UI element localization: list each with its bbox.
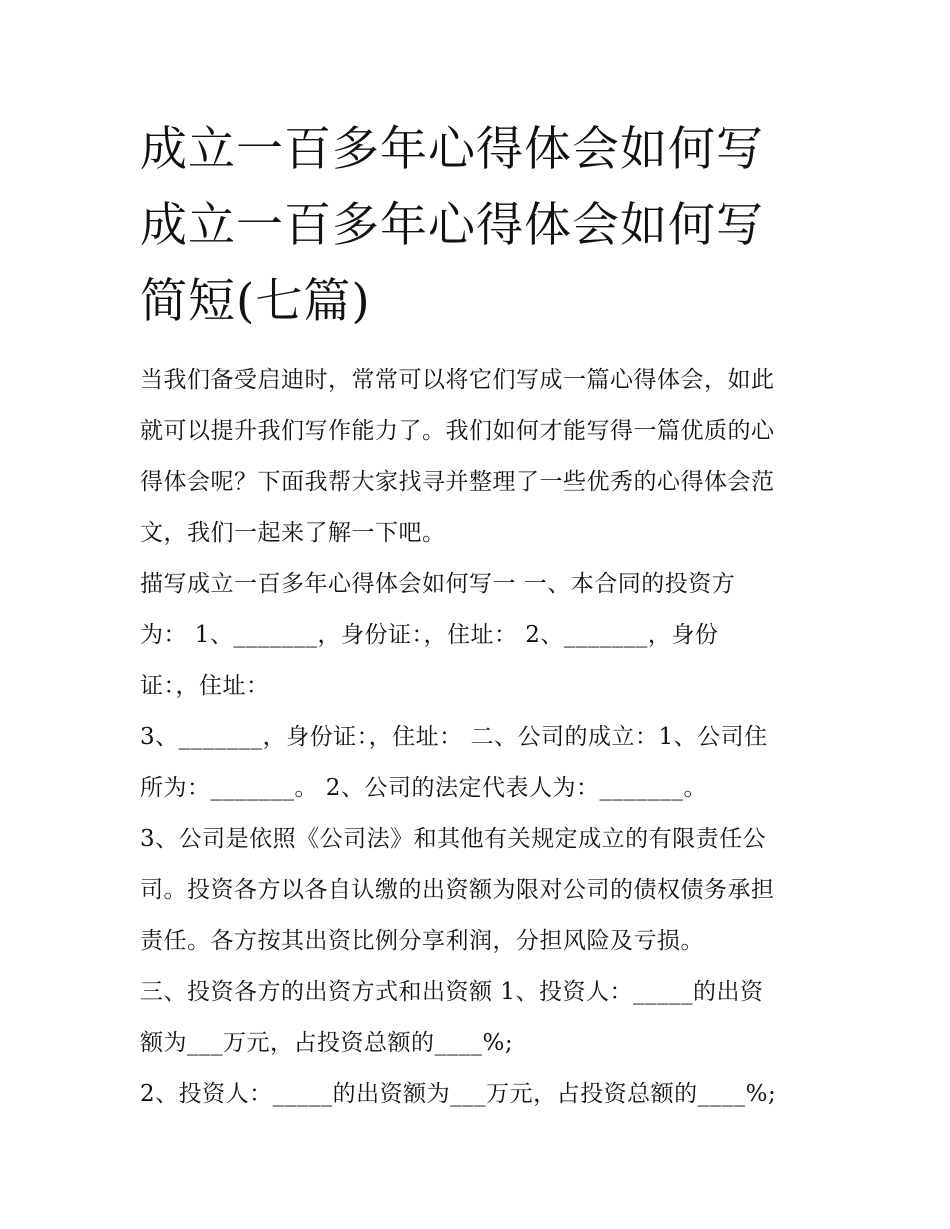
intro-line: 得体会呢？下面我帮大家找寻并整理了一些优秀的心得体会范 xyxy=(140,469,775,495)
document-title xyxy=(140,112,820,340)
intro-line: 就可以提升我们写作能力了。我们如何才能写得一篇优质的心 xyxy=(140,418,775,444)
title-line: 成立一百多年心得体会如何写 xyxy=(140,198,764,253)
contract-line: 证：，住址： xyxy=(140,673,270,699)
contract-line: 所为：_______。 2、公司的法定代表人为：_______。 xyxy=(140,775,707,801)
document-body xyxy=(140,355,820,1120)
contract-line: 2、投资人：_____的出资额为___万元，占投资总额的____%; xyxy=(140,1081,777,1107)
contract-line: 3、公司是依照《公司法》和其他有关规定成立的有限责任公 xyxy=(140,826,767,852)
title-line: 简短(七篇) xyxy=(140,274,371,329)
contract-line: 描写成立一百多年心得体会如何写一 一、本合同的投资方 xyxy=(140,571,736,597)
contract-line: 责任。各方按其出资比例分享利润，分担风险及亏损。 xyxy=(140,928,704,954)
contract-line: 为： 1、_______，身份证：，住址： 2、_______，身份 xyxy=(140,622,719,648)
contract-line: 司。投资各方以各自认缴的出资额为限对公司的债权债务承担 xyxy=(140,877,775,903)
intro-line: 文，我们一起来了解一下吧。 xyxy=(140,520,446,546)
contract-line: 额为___万元，占投资总额的____%; xyxy=(140,1030,514,1056)
title-line: 成立一百多年心得体会如何写 xyxy=(140,122,764,177)
contract-line: 三、投资各方的出资方式和出资额 1、投资人：_____的出资 xyxy=(140,979,764,1005)
contract-line: 3、_______，身份证：，住址： 二、公司的成立：1、公司住 xyxy=(140,724,768,750)
intro-line: 当我们备受启迪时，常常可以将它们写成一篇心得体会，如此 xyxy=(140,367,775,393)
